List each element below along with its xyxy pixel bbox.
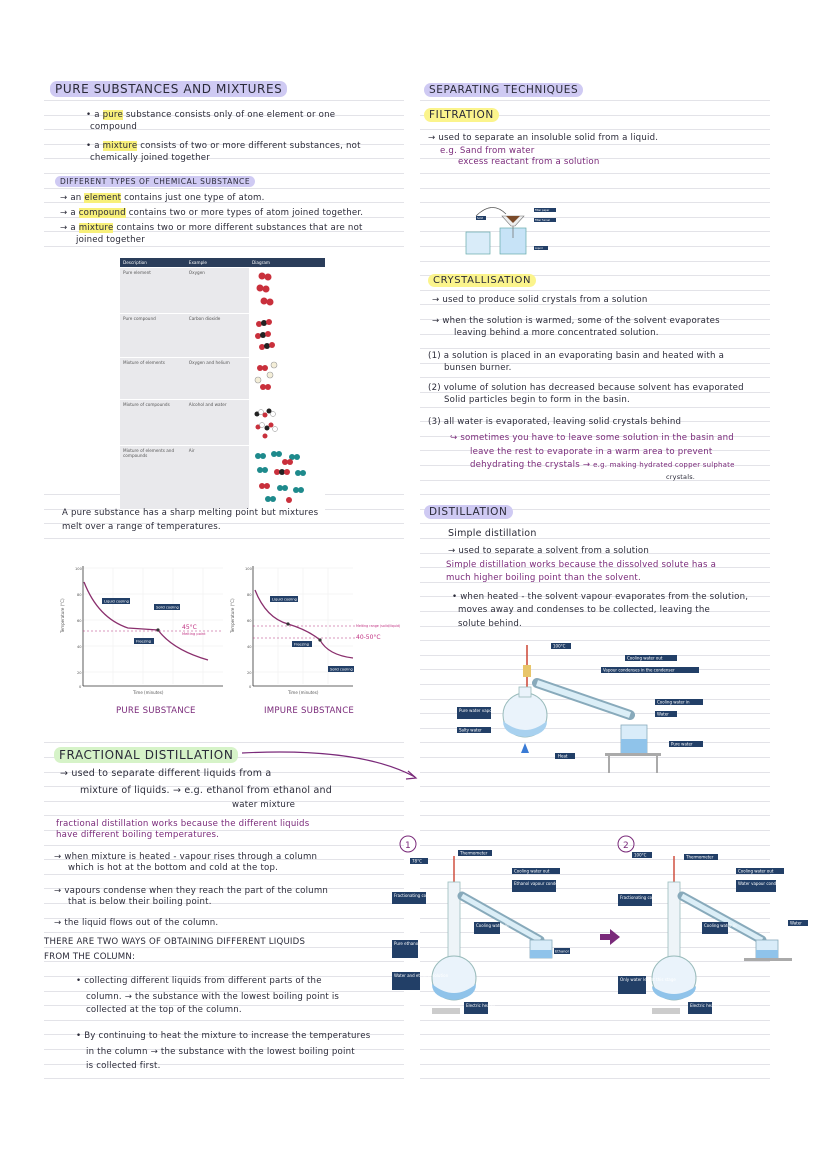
frac1-column-label: Fractionating column xyxy=(394,893,437,898)
graph2-range-label: Melting range (solid/liquid) xyxy=(356,624,400,628)
frac-way-1c: collected at the top of the column. xyxy=(86,1005,242,1015)
ruled-line xyxy=(420,494,770,495)
ruled-line xyxy=(420,377,770,378)
ruled-line xyxy=(420,1049,770,1050)
dist-vapour-label: Vapour condenses in the condenser xyxy=(603,667,675,673)
table-cell: Mixture of compounds xyxy=(120,400,186,446)
crys-step-3c: leave the rest to evaporate in a warm area to prevent xyxy=(470,447,713,457)
frac2-thermo-label: Thermometer xyxy=(686,854,714,860)
filt-label: Filter paper xyxy=(535,209,550,212)
frac-ways-2: FROM THE COLUMN: xyxy=(44,952,136,962)
ruled-line xyxy=(420,188,770,189)
frac1-number: 1 xyxy=(405,841,411,851)
distillation-title: DISTILLATION xyxy=(424,505,513,519)
melting-text-1: A pure substance has a sharp melting point but mixtures xyxy=(62,508,319,518)
frac-arrow-2b: that is below their boiling point. xyxy=(68,897,212,907)
pure-bullet-1: • a pure substance consists only of one element or one xyxy=(86,110,336,120)
crys-line-1: → used to produce solid crystals from a solution xyxy=(432,295,648,305)
crys-step-3d: dehydrating the crystals → e.g. making hydrated copper sulphate xyxy=(470,460,735,470)
ruled-line xyxy=(420,100,770,101)
graph1-ytick: 60 xyxy=(77,619,82,623)
dist-temp-label: 100°C xyxy=(553,643,566,649)
frac-arrow-3: → the liquid flows out of the column. xyxy=(54,918,219,928)
ruled-line xyxy=(44,845,404,846)
graph1-solid-label: Solid cooling xyxy=(156,605,179,610)
dist-subtitle: Simple distillation xyxy=(448,528,537,539)
pure-substances-title: PURE SUBSTANCES AND MIXTURES xyxy=(50,81,287,97)
filt-label: Solid xyxy=(477,217,484,220)
dist-bullet-1: • when heated - the solvent vapour evaporates from the solution, xyxy=(452,592,749,602)
ruled-line xyxy=(44,100,404,101)
crys-step-2: (2) volume of solution has decreased because solvent has evaporated xyxy=(428,383,744,393)
ruled-line xyxy=(44,538,404,539)
frac-para-2: have different boiling temperatures. xyxy=(56,830,220,840)
ruled-line xyxy=(420,1064,770,1065)
crys-line-2: → when the solution is warmed, some of the solvent evaporates xyxy=(432,316,720,326)
frac-line-1: → used to separate different liquids from a xyxy=(60,768,272,779)
filtration-diagram xyxy=(462,196,572,262)
dist-bullet-3: solute behind. xyxy=(458,619,522,629)
diagram-pure-compound xyxy=(249,314,325,358)
filt-label: Filter funnel xyxy=(535,219,550,222)
frac-arrow-2: → vapours condense when they reach the part of the column xyxy=(54,886,329,896)
diagram-mixture-compounds xyxy=(249,400,325,446)
frac-line-2: mixture of liquids. → e.g. ethanol from ethanol and xyxy=(80,785,332,796)
frac-way-2: • By continuing to heat the mixture to increase the temperatures xyxy=(76,1031,371,1041)
graph1-freezing-label: Freezing xyxy=(136,639,152,644)
graph2-caption: IMPURE SUBSTANCE xyxy=(264,706,355,716)
fractional-title: FRACTIONAL DISTILLATION xyxy=(54,747,238,763)
frac2-heater-label: Electric heater xyxy=(690,1003,720,1008)
graph2-ytick: 40 xyxy=(247,645,252,649)
crys-step-3f: crystals. xyxy=(666,473,696,481)
diagram-mixture-elements xyxy=(249,358,325,400)
frac2-temp-label: 100°C xyxy=(634,852,647,858)
melting-text-2: melt over a range of temperatures. xyxy=(62,522,221,532)
frac-way-2b: in the column → the substance with the lowest boiling point xyxy=(86,1047,355,1057)
frac-way-2c: is collected first. xyxy=(86,1061,161,1071)
frac1-pure-ethanol-label: Pure ethanol vapour xyxy=(394,941,435,946)
graph1-ytick: 100 xyxy=(75,567,82,571)
frac-arrow-1b: which is hot at the bottom and cold at the top. xyxy=(68,863,279,873)
table-cell: Air xyxy=(186,446,249,510)
crystallisation-title: CRYSTALLISATION xyxy=(428,274,536,287)
frac1-temp-label: 78°C xyxy=(412,858,422,864)
dist-para-2: much higher boiling point than the solvent. xyxy=(446,573,641,583)
graph2-liquid-label: Liquid cooling xyxy=(272,597,297,602)
table-cell: Carbon dioxide xyxy=(186,314,249,358)
graph1-caption: PURE SUBSTANCE xyxy=(116,706,196,716)
pure-bullet-1-cont: compound xyxy=(90,122,138,132)
frac1-ethanol-label: Ethanol xyxy=(555,949,569,954)
substances-table xyxy=(120,258,325,510)
graph2-ytick: 100 xyxy=(245,567,252,571)
dist-line-1: → used to separate a solvent from a solution xyxy=(448,546,649,556)
graph1-ytick: 20 xyxy=(77,671,82,675)
frac2-column-label: Fractionating column xyxy=(620,895,663,900)
ruled-line xyxy=(44,1020,404,1021)
pure-bullet-2-cont: chemically joined together xyxy=(90,153,210,163)
ruled-line xyxy=(420,480,770,481)
crys-step-2b: Solid particles begin to form in the basin. xyxy=(444,395,630,405)
table-header: Diagram xyxy=(249,258,325,268)
graph2-ytick: 20 xyxy=(247,671,252,675)
diagram-pure-element xyxy=(249,268,325,314)
ruled-line xyxy=(420,1078,770,1079)
dist-cw-in-label: Cooling water in xyxy=(657,699,690,705)
filt-label: Liquid xyxy=(535,247,543,250)
ruled-line xyxy=(44,742,404,743)
graph2-solid-label: Solid cooling xyxy=(330,667,353,672)
types-title: DIFFERENT TYPES OF CHEMICAL SUBSTANCE xyxy=(55,176,255,187)
table-cell: Mixture of elements and compounds xyxy=(120,446,186,510)
fractional-diagram-1 xyxy=(390,830,570,1020)
ruled-line xyxy=(44,801,404,802)
crys-step-1b: bunsen burner. xyxy=(444,363,512,373)
dist-para-1: Simple distillation works because the dissolved solute has a xyxy=(446,560,717,570)
frac-line-3: water mixture xyxy=(232,800,296,810)
frac2-cw-out-label: Cooling water out xyxy=(738,868,774,874)
frac-ways-1: THERE ARE TWO WAYS OF OBTAINING DIFFERENT LIQUIDS xyxy=(44,937,306,947)
dist-pure-water-label: Pure water xyxy=(671,741,693,747)
ruled-line xyxy=(420,786,770,787)
frac1-heater-label: Electric heater xyxy=(466,1003,496,1008)
types-element: → an element contains just one type of atom. xyxy=(60,193,265,203)
ruled-line xyxy=(420,407,770,408)
graph1-melting-point: Melting point xyxy=(182,632,206,636)
frac-way-1: • collecting different liquids from different parts of the xyxy=(76,976,322,986)
frac2-cw-in-label: Cooling water in xyxy=(704,923,737,928)
graph2-ytick: 0 xyxy=(249,685,252,689)
types-compound: → a compound contains two or more types of atom joined together. xyxy=(60,208,364,218)
graph2-ytick: 60 xyxy=(247,619,252,623)
table-cell: Pure compound xyxy=(120,314,186,358)
graph1-liquid-label: Liquid cooling xyxy=(104,599,129,604)
table-cell: Alcohol and water xyxy=(186,400,249,446)
dist-cw-out-label: Cooling water out xyxy=(627,655,663,661)
separating-title: SEPARATING TECHNIQUES xyxy=(424,83,583,97)
graph1-xlabel: Time (minutes) xyxy=(133,690,164,695)
ruled-line xyxy=(420,815,770,816)
impure-substance-graph xyxy=(228,560,400,700)
filt-line-1: → used to separate an insoluble solid from a liquid. xyxy=(428,133,659,143)
frac-para-1: fractional distillation works because the different liquids xyxy=(56,819,310,829)
frac2-water-label: Water xyxy=(790,920,802,926)
graph2-ylabel: Temperature (°C) xyxy=(230,598,235,633)
crys-line-3: leaving behind a more concentrated solution. xyxy=(454,328,659,338)
graph2-temp: 40-50°C xyxy=(356,634,381,641)
graph1-ytick: 0 xyxy=(79,685,82,689)
frac2-water-vapour-label: Water vapour condenses xyxy=(738,881,788,886)
ruled-line xyxy=(420,290,770,291)
frac1-cw-in-label: Cooling water in xyxy=(476,923,509,928)
crys-step-1: (1) a solution is placed in an evaporating basin and heated with a xyxy=(428,351,725,361)
ruled-line xyxy=(420,173,770,174)
table-cell: Oxygen and helium xyxy=(186,358,249,400)
dist-bullet-2: moves away and condenses to be collected, leaving the xyxy=(458,605,711,615)
graph1-temp: 45°C xyxy=(182,624,197,631)
frac1-thermo-label: Thermometer xyxy=(460,850,488,856)
graph2-ytick: 80 xyxy=(247,593,252,597)
frac1-cw-out-label: Cooling water out xyxy=(514,868,550,874)
ruled-line xyxy=(44,188,404,189)
types-mixture-cont: joined together xyxy=(76,235,145,245)
graph2-xlabel: Time (minutes) xyxy=(288,690,319,695)
frac1-ethanol-vapour-label: Ethanol vapour condenses xyxy=(514,881,568,886)
ruled-line xyxy=(44,173,404,174)
filt-eg-1: e.g. Sand from water xyxy=(440,146,535,156)
simple-distillation-diagram xyxy=(455,635,715,775)
ruled-line xyxy=(420,129,770,130)
table-header: Example xyxy=(186,258,249,268)
frac-way-1b: column. → the substance with the lowest boiling point is xyxy=(86,992,340,1002)
ruled-line xyxy=(44,815,404,816)
dist-heat-label: Heat xyxy=(558,753,568,759)
table-cell: Pure element xyxy=(120,268,186,314)
ruled-line xyxy=(44,932,404,933)
pure-substance-graph xyxy=(58,560,228,700)
frac2-number: 2 xyxy=(623,841,629,851)
table-cell: Mixture of elements xyxy=(120,358,186,400)
ruled-line xyxy=(420,1034,770,1035)
graph1-ylabel: Temperature (°C) xyxy=(60,598,65,633)
diagram-mixture-air xyxy=(249,446,325,510)
ruled-line xyxy=(44,1078,404,1079)
crys-step-3b: ↪ sometimes you have to leave some solution in the basin and xyxy=(450,433,734,443)
crys-step-3: (3) all water is evaporated, leaving solid crystals behind xyxy=(428,417,682,427)
ruled-line xyxy=(420,523,770,524)
frac1-mixture-label: Water and ethanol solution xyxy=(394,973,449,978)
table-cell: Oxygen xyxy=(186,268,249,314)
dist-pure-vapour-label: Pure water vapour xyxy=(459,708,496,713)
types-mixture: → a mixture contains two or more different substances that are not xyxy=(60,223,363,233)
frac-arrow-1: → when mixture is heated - vapour rises through a column xyxy=(54,852,318,862)
table-header: Description xyxy=(120,258,186,268)
graph2-freezing-label: Freezing xyxy=(294,642,310,647)
filtration-title: FILTRATION xyxy=(424,108,499,122)
dist-water-label: Water xyxy=(657,711,669,717)
frac2-only-water-label: Only water left at this stage xyxy=(620,977,676,982)
ruled-line xyxy=(420,801,770,802)
graph1-ytick: 80 xyxy=(77,593,82,597)
fractional-diagram-2 xyxy=(612,830,812,1020)
ruled-line xyxy=(44,246,404,247)
graph1-ytick: 40 xyxy=(77,645,82,649)
dist-salty-label: Salty water xyxy=(459,727,482,733)
pure-bullet-2: • a mixture consists of two or more different substances, not xyxy=(86,141,361,151)
filt-eg-2: excess reactant from a solution xyxy=(458,157,600,167)
